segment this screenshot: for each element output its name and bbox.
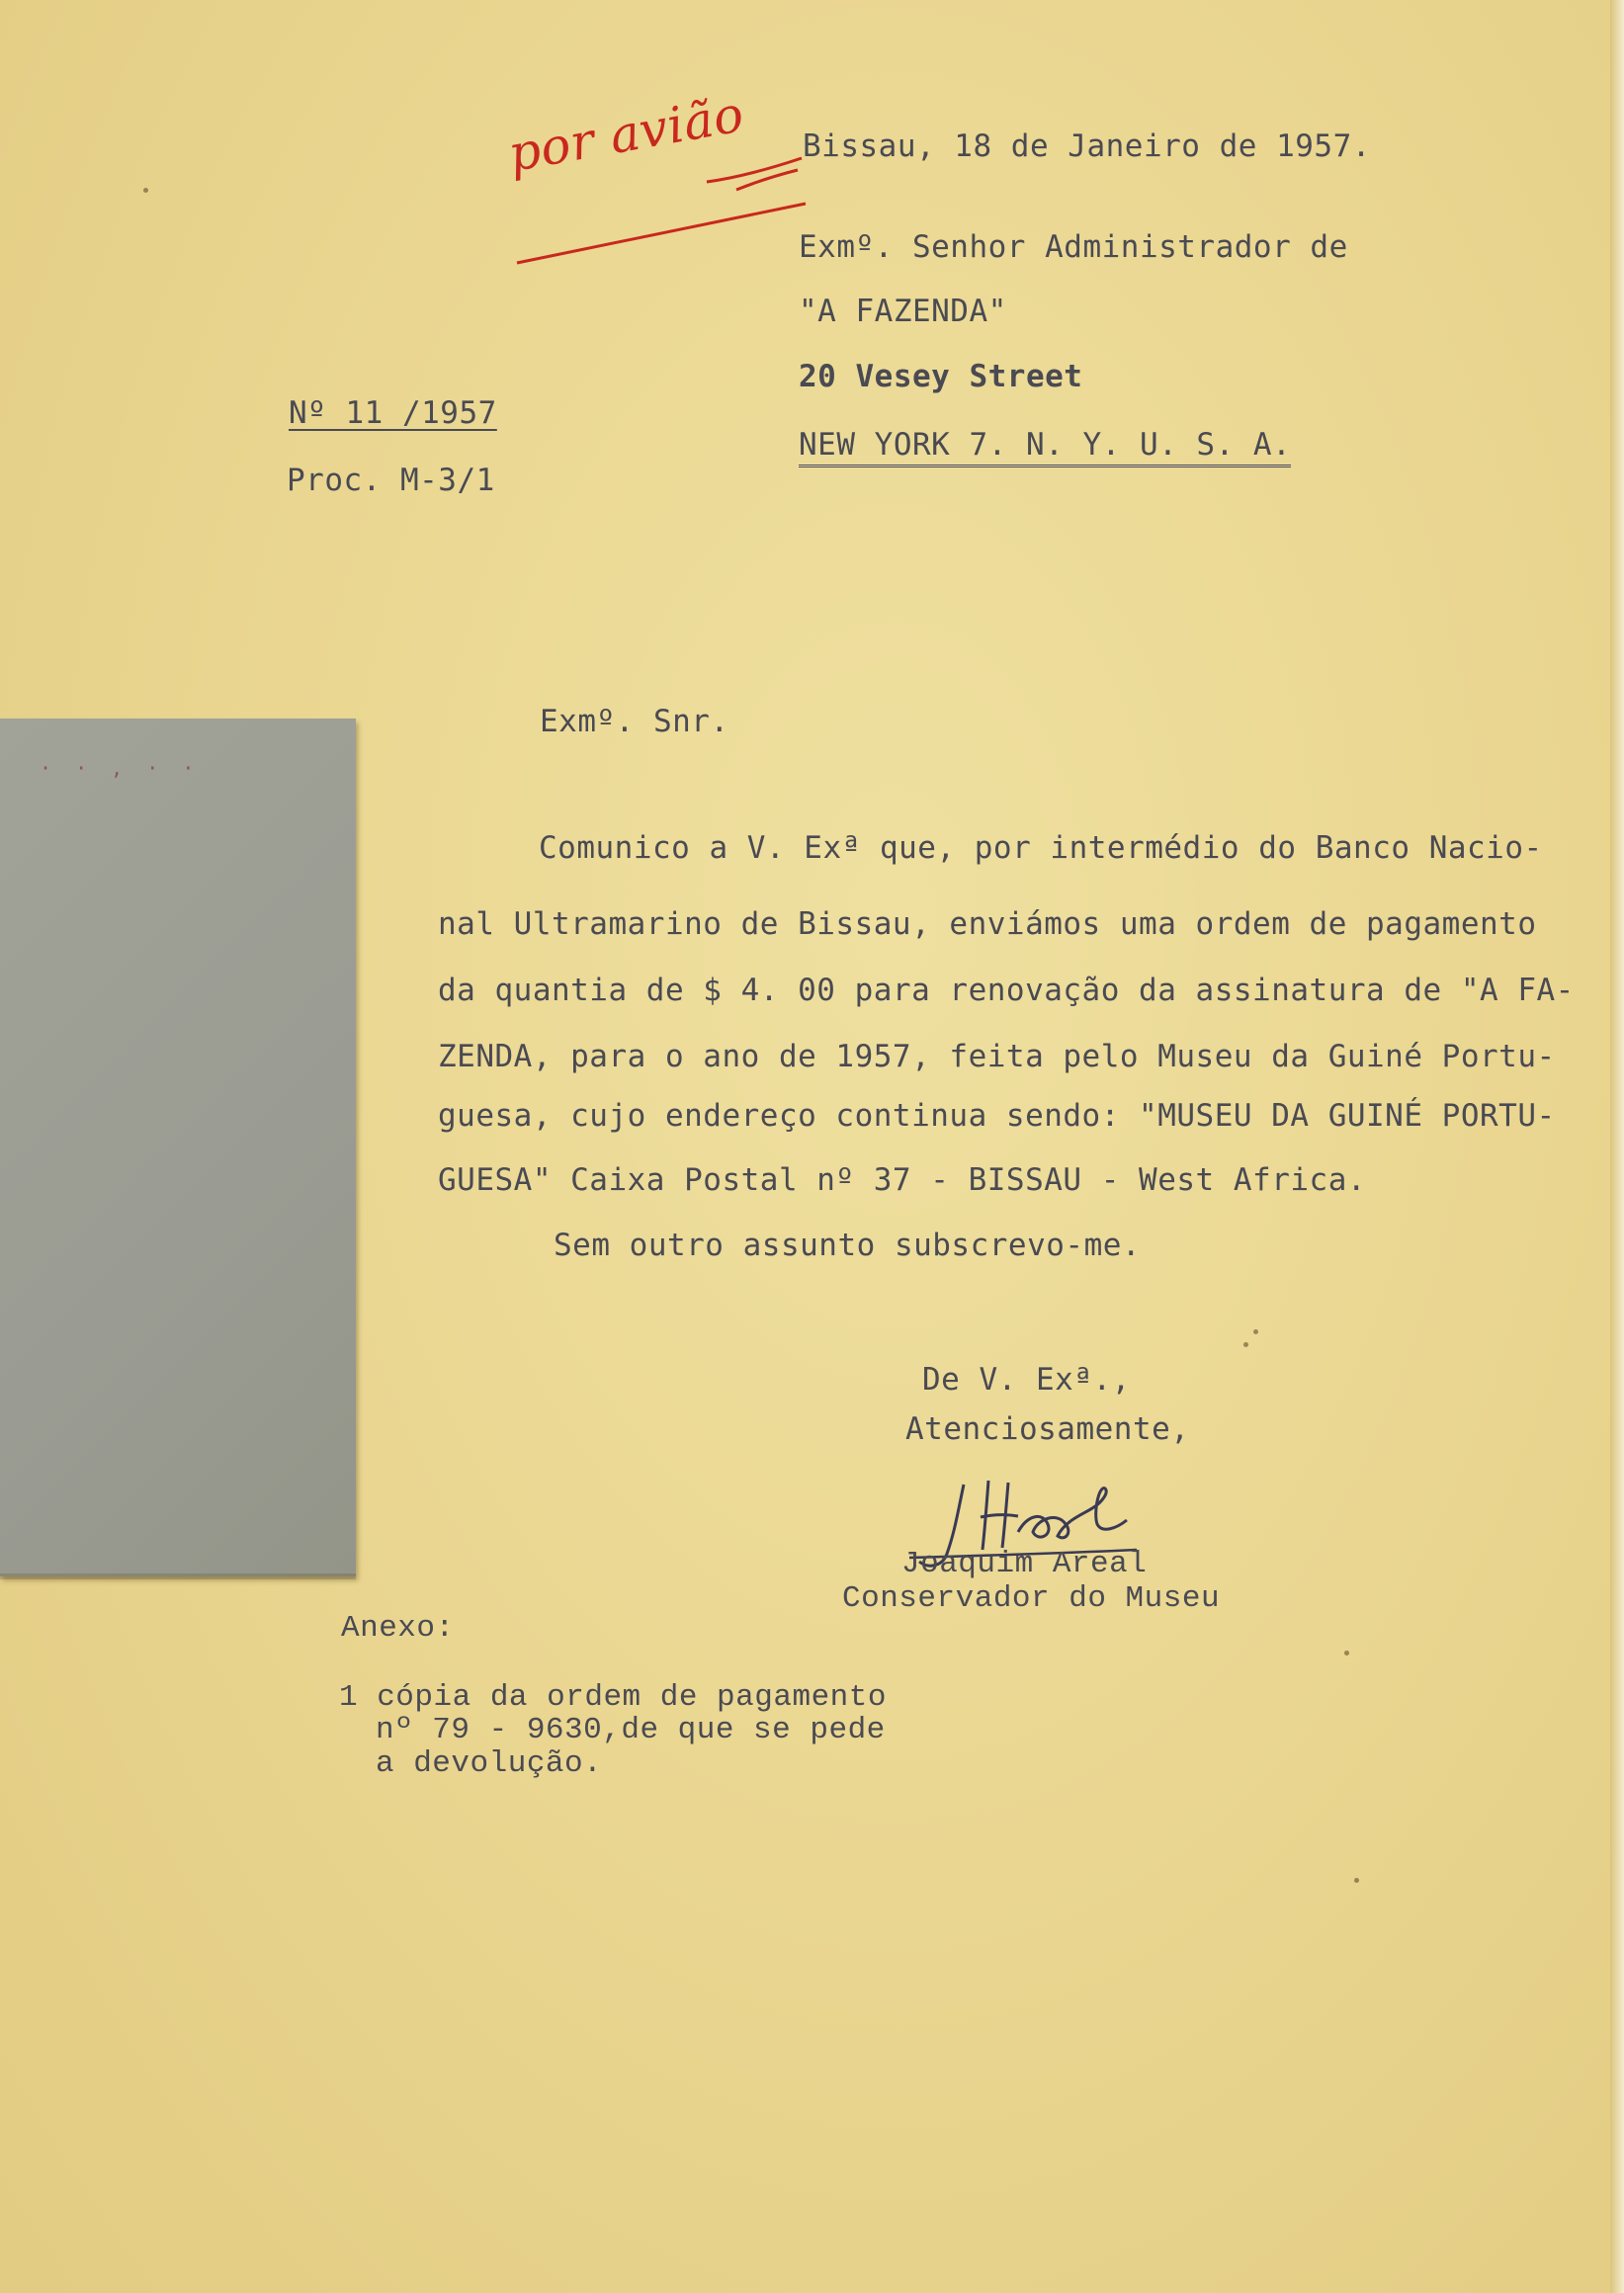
- reference-process: Proc. M-3/1: [287, 463, 495, 498]
- annex-label: Anexo:: [341, 1611, 455, 1646]
- paper-speck: [1344, 1651, 1349, 1656]
- slip-shadow: [0, 1573, 356, 1579]
- salutation: Exmº. Snr.: [540, 704, 729, 739]
- reference-number: Nº 11 /1957: [289, 395, 497, 431]
- annex-line-2: nº 79 - 9630,de que se pede: [376, 1713, 886, 1747]
- signatory-name: Joaquim Areal: [901, 1547, 1148, 1581]
- paper-speck: [1243, 1342, 1248, 1347]
- closing-line-2: Atenciosamente,: [905, 1411, 1190, 1447]
- body-line-6: GUESA" Caixa Postal nº 37 - BISSAU - West Africa.: [438, 1162, 1367, 1198]
- paper-speck: [1253, 1329, 1258, 1334]
- body-line-2: nal Ultramarino de Bissau, enviámos uma ordem de pagamento: [438, 906, 1537, 942]
- signatory-title: Conservador do Museu: [842, 1581, 1221, 1616]
- place-date: Bissau, 18 de Janeiro de 1957.: [803, 128, 1371, 164]
- slip-marks: · · , · ·: [40, 756, 201, 780]
- paper-speck: [143, 188, 148, 193]
- annex-line-1: 1 cópia da ordem de pagamento: [339, 1680, 887, 1715]
- closing-line-1: De V. Exª.,: [922, 1362, 1131, 1398]
- paper-edge: [1610, 0, 1624, 2293]
- paper-speck: [1354, 1878, 1359, 1883]
- red-annotation: por avião: [504, 85, 748, 184]
- annex-line-3: a devolução.: [376, 1746, 603, 1781]
- addressee-line-1: Exmº. Senhor Administrador de: [799, 229, 1348, 265]
- body-line-3: da quantia de $ 4. 00 para renovação da assinatura de "A FA-: [438, 973, 1575, 1008]
- body-line-5: guesa, cujo endereço continua sendo: "MUSEU DA GUINÉ PORTU-: [438, 1098, 1556, 1134]
- body-line-4: ZENDA, para o ano de 1957, feita pelo Museu da Guiné Portu-: [438, 1039, 1556, 1074]
- addressee-line-4: NEW YORK 7. N. Y. U. S. A.: [799, 427, 1291, 467]
- addressee-line-2: "A FAZENDA": [799, 294, 1007, 329]
- body-closing-line: Sem outro assunto subscrevo-me.: [554, 1228, 1142, 1263]
- addressee-line-3: 20 Vesey Street: [799, 359, 1083, 394]
- body-line-1: Comunico a V. Exª que, por intermédio do Banco Nacio-: [539, 830, 1543, 866]
- attached-grey-slip: [0, 719, 356, 1576]
